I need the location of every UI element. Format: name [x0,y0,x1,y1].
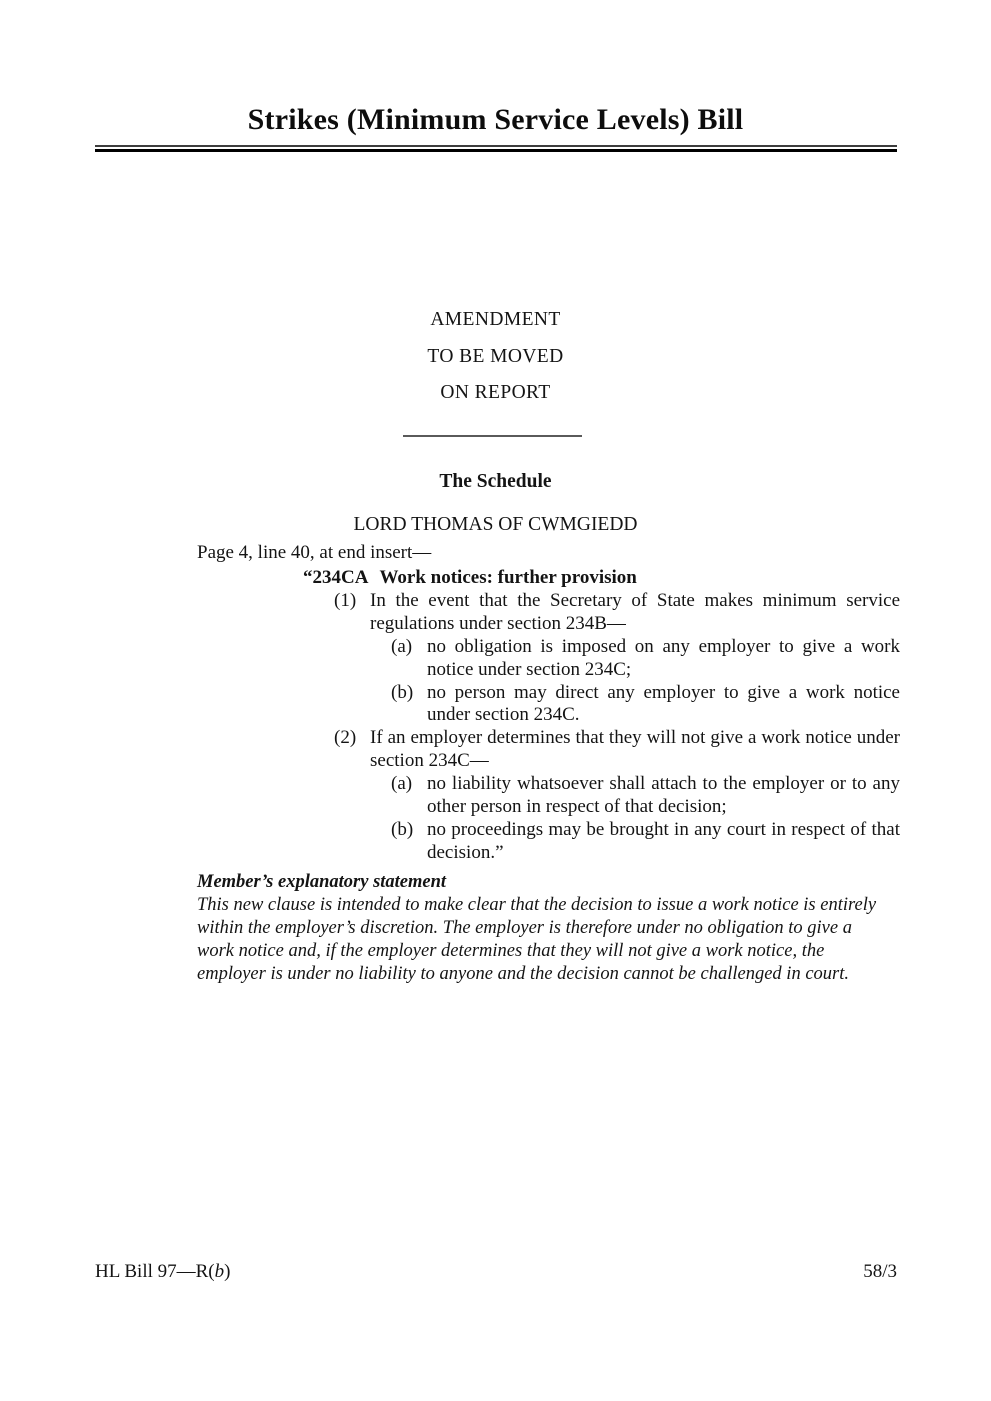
paragraph-1a-text: no obligation is imposed on any employer to give a work notice under section 234C; [427,635,900,680]
paragraph-1b-text: no person may direct any employer to give a work notice under section 234C. [427,681,900,726]
amendment-instruction: Page 4, line 40, at end insert— [197,542,432,563]
subsection-2-number: (2) [334,727,357,749]
subsection-1-number: (1) [334,589,357,611]
paragraph-1a [391,635,900,682]
paragraph-2a-letter: (a) [391,773,413,795]
subsection-1 [334,589,900,727]
schedule-heading: The Schedule [439,471,552,492]
amendment-heading-line: TO BE MOVED [427,345,564,367]
amendment-heading-line: ON REPORT [440,382,551,404]
section-divider-rule [403,435,582,437]
bill-reference-letter: b [214,1261,225,1282]
title-double-rule [95,145,897,152]
paragraph-2b-letter: (b) [391,818,414,840]
paragraph-2a-text: no liability whatsoever shall attach to the employer or to any other person in respect of that decision; [427,773,900,818]
bill-reference-suffix: ) [224,1261,231,1282]
paragraph-1b [391,681,900,728]
explanatory-statement [197,871,887,986]
subsection-2-text: If an employer determines that they will not give a work notice under section 234C— [370,727,900,772]
explanatory-statement-heading: Member’s explanatory statement [197,872,447,892]
subsection-2 [334,727,900,864]
paragraph-1b-letter: (b) [391,681,414,703]
explanatory-statement-text: This new clause is intended to make clear that the decision to issue a work notice is entirely within the employer’s discretion. The employer is therefore under no obligation to give a work notice and, if the employer determines that they will not give a work notice, the employer is under no liability to anyone and the decision cannot be challenged in court. [197,894,877,984]
mover-name: LORD THOMAS OF CWMGIEDD [353,514,638,535]
paragraph-2a [391,773,900,819]
amendment-heading-line: AMENDMENT [430,309,561,330]
new-clause-title-text: Work notices: further provision [379,567,637,588]
new-clause-title [303,567,991,590]
page-title: Strikes (Minimum Service Levels) Bill [247,103,744,136]
page-footer [95,1261,897,1283]
bill-reference-prefix: HL Bill 97—R( [95,1261,215,1282]
new-clause-number: 234CA [312,567,369,588]
paragraph-1a-letter: (a) [391,635,413,657]
amendment-body [0,567,991,865]
bill-reference [95,1261,230,1283]
paragraph-2b [391,818,900,865]
paragraph-2b-text: no proceedings may be brought in any court in respect of that decision.” [427,818,900,863]
amendment-reference-number: 58/3 [863,1261,897,1282]
amendment-heading-block [0,302,991,412]
subsection-1-text: In the event that the Secretary of State makes minimum service regulations under section 234B— [370,589,900,634]
opening-quote: “ [303,567,313,588]
